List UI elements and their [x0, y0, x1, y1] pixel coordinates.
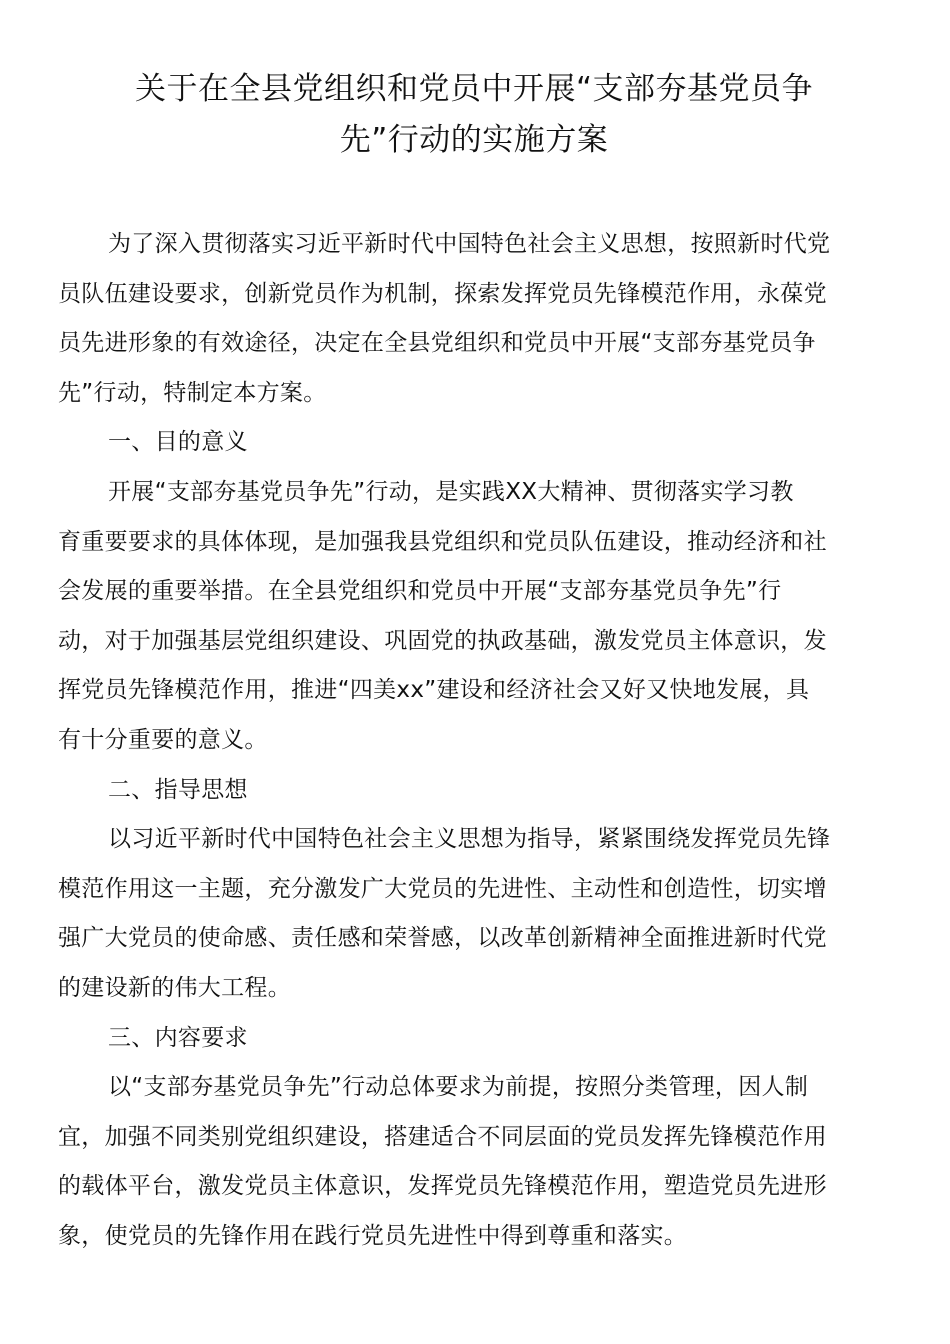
- text-line: 以习近平新时代中国特色社会主义思想为指导，紧紧围绕发挥党员先锋: [108, 826, 831, 853]
- title-line: 关于在全县党组织和党员中开展“支部夯基党员争: [134, 71, 814, 107]
- text-line: 的载体平台，激发党员主体意识，发挥党员先锋模范作用，塑造党员先进形: [58, 1173, 827, 1200]
- text-line: 以“支部夯基党员争先”行动总体要求为前提，按照分类管理，因人制: [108, 1074, 809, 1101]
- text-line: 员先进形象的有效途径，决定在全县党组织和党员中开展“支部夯基党员争: [58, 330, 816, 357]
- paragraph-purpose: [58, 468, 890, 766]
- section-heading-content-requirements: [58, 1014, 890, 1064]
- document-body: [58, 220, 890, 1261]
- text-line: 有十分重要的意义。: [58, 726, 268, 753]
- text-line: 开展“支部夯基党员争先”行动，是实践XX大精神、贯彻落实学习教: [108, 478, 794, 505]
- text-line: 会发展的重要举措。在全县党组织和党员中开展“支部夯基党员争先”行: [58, 578, 782, 605]
- text-line: 先”行动，特制定本方案。: [58, 379, 327, 406]
- title-line: 先”行动的实施方案: [339, 122, 609, 158]
- heading-text: 二、指导思想: [108, 776, 248, 803]
- text-line: 象，使党员的先锋作用在践行党员先进性中得到尊重和落实。: [58, 1222, 688, 1249]
- text-line: 强广大党员的使命感、责任感和荣誉感，以改革创新精神全面推进新时代党: [58, 925, 827, 952]
- text-line: 模范作用这一主题，充分激发广大党员的先进性、主动性和创造性，切实增: [58, 875, 827, 902]
- text-line: 员队伍建设要求，创新党员作为机制，探索发挥党员先锋模范作用，永葆党: [58, 280, 827, 307]
- section-heading-purpose: [58, 418, 890, 468]
- text-line: 育重要要求的具体体现，是加强我县党组织和党员队伍建设，推动经济和社: [58, 528, 827, 555]
- document-title: [58, 64, 890, 166]
- text-line: 挥党员先锋模范作用，推进“四美xx”建设和经济社会又好又快地发展，具: [58, 677, 810, 704]
- paragraph-guiding-ideology: [58, 815, 890, 1013]
- section-heading-guiding-ideology: [58, 766, 890, 816]
- text-line: 宜，加强不同类别党组织建设，搭建适合不同层面的党员发挥先锋模范作用: [58, 1123, 827, 1150]
- text-line: 为了深入贯彻落实习近平新时代中国特色社会主义思想，按照新时代党: [108, 231, 831, 257]
- heading-text: 一、目的意义: [108, 429, 248, 456]
- text-line: 的建设新的伟大工程。: [58, 974, 291, 1001]
- paragraph-intro: [58, 220, 890, 418]
- paragraph-content-requirements: [58, 1063, 890, 1261]
- heading-text: 三、内容要求: [108, 1024, 248, 1051]
- text-line: 动，对于加强基层党组织建设、巩固党的执政基础，激发党员主体意识，发: [58, 627, 827, 654]
